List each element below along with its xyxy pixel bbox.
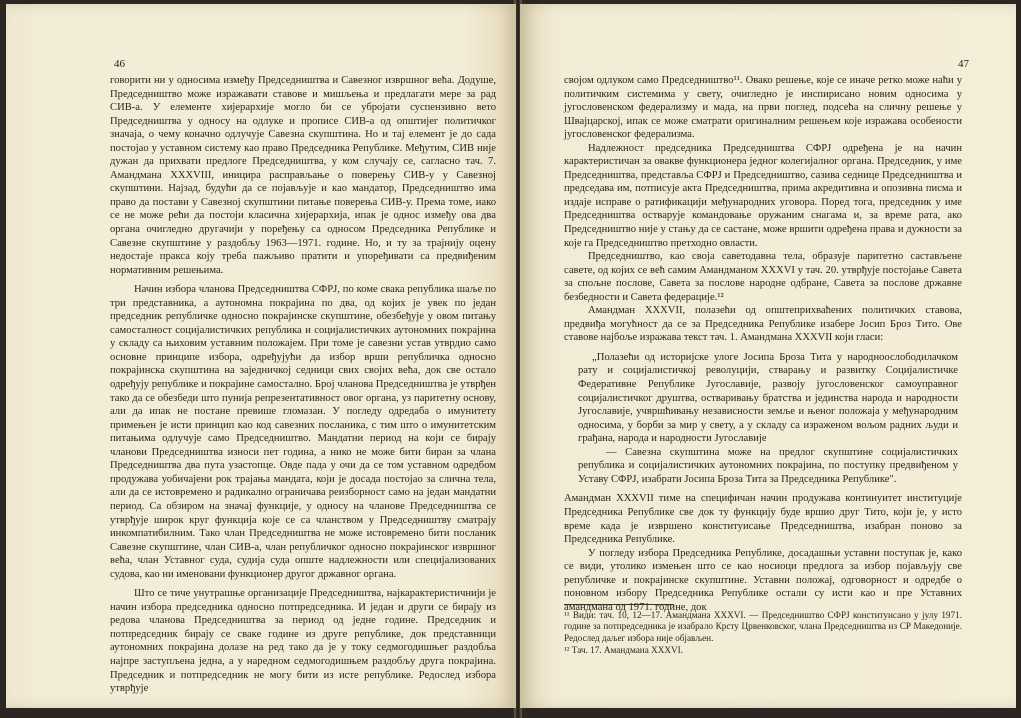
body-paragraph: Што се тиче унутрашње организације Председништва, најкарактеристичнији је начин избора председника односно потпредседника. И један и други се бирају из редова чланова Председништва за период од једне године. Председник и потпредседник бирају се сваке године из друге републике, док представници аутономних покрајина долазе на ред тако да је у току седмогодишњег раздобља најпре заступљена једна, а у наредном седмогодишњем раздобљу друга покрајина. Председник и потпредседник не могу бити из исте републике. Редослед избора утврђује	[110, 588, 496, 695]
block-quote	[578, 351, 962, 486]
body-paragraph: Надлежност председника Председништва СФРЈ одређена је на начин карактеристичан за овакве функционера једног колегијалног органа. Председник, у име Председништва, представља СФРЈ и Председништво, сазива седнице Председништва и председава им, потписује акта Председништва, прима акредитивна и опозивна писма и издаје исправе о ратификацији међународних уговора. Поред тога, председник у име Председништва остварује командовање оружаним снагама и, за време рата, ако Председништво није у стању да се састане, може вршити одређена права и дужности за које га Председништво претходно овласти.	[564, 142, 962, 249]
footnote: ¹² Тач. 17. Амандмана XXXVI.	[564, 645, 683, 656]
body-paragraph: својом одлуком само Председништво¹¹. Овако решење, које се иначе ретко може наћи у политичким системима у свету, очигледно је инспирисано новим односима у југословенском федерализму и мада, на први поглед, подсећа на сличну решење у Швајцарској, ипак се може сматрати оригиналним решењем које изражава особености југословенског федерализма.	[564, 75, 962, 141]
page-number: 47	[958, 58, 969, 70]
body-paragraph: Амандман XXXVII тиме на специфичан начин продужава континуитет институције Председника Републике све док ту функцију буде вршио друг Тито, који је, у исто време када је извршено конституисање Председништва, изабран поново за Председника Републике.	[564, 493, 962, 546]
footnotes	[564, 604, 962, 658]
body-paragraph: Председништво, као своја саветодавна тела, образује паритетно састављене савете, од којих се већ самим Амандманом XXXVI у тач. 20. утврђује постојање Савета за спољне послове, Савета за послове народне одбране, Савета за послове државне безбедности и Савета федерације.¹²	[564, 251, 962, 303]
footnote: ¹¹ Види: тач. 10, 12—17. Амандмана XXXVI. — Председништво СФРЈ конституисано у јулу 1971. године за потпредседника је изабрало Крсту Црвенковског, члана Председништва из СР Македоније. Редослед даљег избора није објављен.	[564, 610, 962, 643]
right-page-body	[564, 74, 962, 614]
page-number: 46	[114, 58, 125, 70]
body-paragraph: Начин избора чланова Председништва СФРЈ, по коме свака република шаље по три представника, а аутономна покрајина по два, од којих је увек по један председник републичке односно покрајинске скупштине, обезбеђује у овом питању самосталност социјалистичких република и социјалистичких аутономних покрајина у складу са њиховим уставним положајем. При томе је савезни устав утврдио само основне принципе избора, одређујући да избор врши републичка односно покрајинска скупштина на заједничкој седници свих својих већа, док све остало одређују републике и покрајине самостално. Број чланова Председништва је утврђен тако да се обезбеди што пунија репрезентативност овог органа, уз паритетну основу, али да ипак не постане превише гломазан. У погледу одредаба о имунитету примењен је исти принцип као код савезних посланика, с тим што о имунитетским питањима одлучује само Председништво. Мандатни период на који се бирају чланови Председништва износи пет година, а нико не може бити биран за члана Председништва два пута узастопце. Овде пада у очи да се том уставном одредбом продужава уобичајени рок трајања мандата, који је досада постојао за слична тела, али да се истовремено и радикално ограничава реизборност само на један мандатни период. Са обзиром на значај функције, у односу на чланове Председништва се утврђује широк круг функција које се са чланством у Председништву сматрају инкомпатибилним. Тако члан Председништва не може истовремено бити посланик Савезне скупштине, члан СИВ-а, члан републичког односно покрајинског извршног већа, члан Уставног суда, судија суда опште надлежности или специјализованих судова, као ни именовани функционер другог државног органа.	[110, 284, 496, 580]
body-paragraph: Амандман XXXVII, полазећи од општеприхваћених политичких ставова, предвиђа могућност да се за Председника Републике изабере Јосип Броз Тито. Ове ставове најбоље изражава текст тач. 1. Амандмана XXXVII који гласи:	[564, 305, 962, 344]
quote-continuation: — Савезна скупштина може на предлог скупштине социјалистичких република и социјалистичких аутономних покрајина, по поступку предвиђеном у Уставу СФРЈ, изабрати Јосипа Броза Тита за Председника Републике".	[578, 446, 958, 485]
left-page-body	[110, 74, 496, 696]
left-page	[6, 4, 516, 708]
footnote-rule	[564, 604, 674, 605]
body-paragraph: У погледу избора Председника Републике, досадашњи уставни поступак је, како се види, утолико измењен што се као носиоци предлога за избор појављују све републичке и покрајинске скупштине. Уставни положај, одговорност и одредбе о поновном избору Председника Републике остали су исти као и пре Уставних амандмана од 1971. године, док	[564, 547, 962, 613]
quote-text: „Полазећи од историјске улоге Јосипа Броза Тита у народноослободилачком рату и социјалистичкој револуцији, стварању и развитку Социјалистичке Федеративне Републике Југославије, развоју југословенског самоуправног социјалистичког друштва, остваривању братства и јединства народа и народности Југославије, учвршћивању независности земље и њеног положаја у међународним односима, у борби за мир у свету, а у складу са израженом вољом радних људи и грађана, народа и народности Југославије	[578, 351, 958, 445]
right-page	[520, 4, 1016, 708]
body-paragraph: говорити ни у односима између Председништва и Савезног извршног већа. Додуше, Председништво може изражавати ставове и мишљења и предлагати мере за рад СИВ-а. У елементе хијерархије могло би се убројати суспензивно вето Председништва у односу на одлуке и прописе СИВ-а од општијег политичког значаја, о чему коначно одлучује Савезна скупштина. Но и тај елемент је до сада постојао у уставном систему као право Председника Републике. Међутим, СИВ није дужан да прихвати предлоге Председништва, у ком случају се, сагласно тач. 7. Амандмана XXXVIII, иницира расправљање о поверењу СИВ-у у Савезној скупштини. Најзад, будући да се појављује и као мандатор, Председништво има право да постави у Савезној скупштини питање поверења СИВ-у. Према томе, иако се не може рећи да постоји класична хијерархија, ипак је однос између ова два органа очигледно другачији у поређењу са односом Председника Републике и Савезне скупштине у раздобљу 1963—1971. године. Но, и ту за трајнију оцену недостаје пракса коју треба пажљиво пратити и упоређивати са предвиђеним нормативним решењима.	[110, 75, 496, 276]
